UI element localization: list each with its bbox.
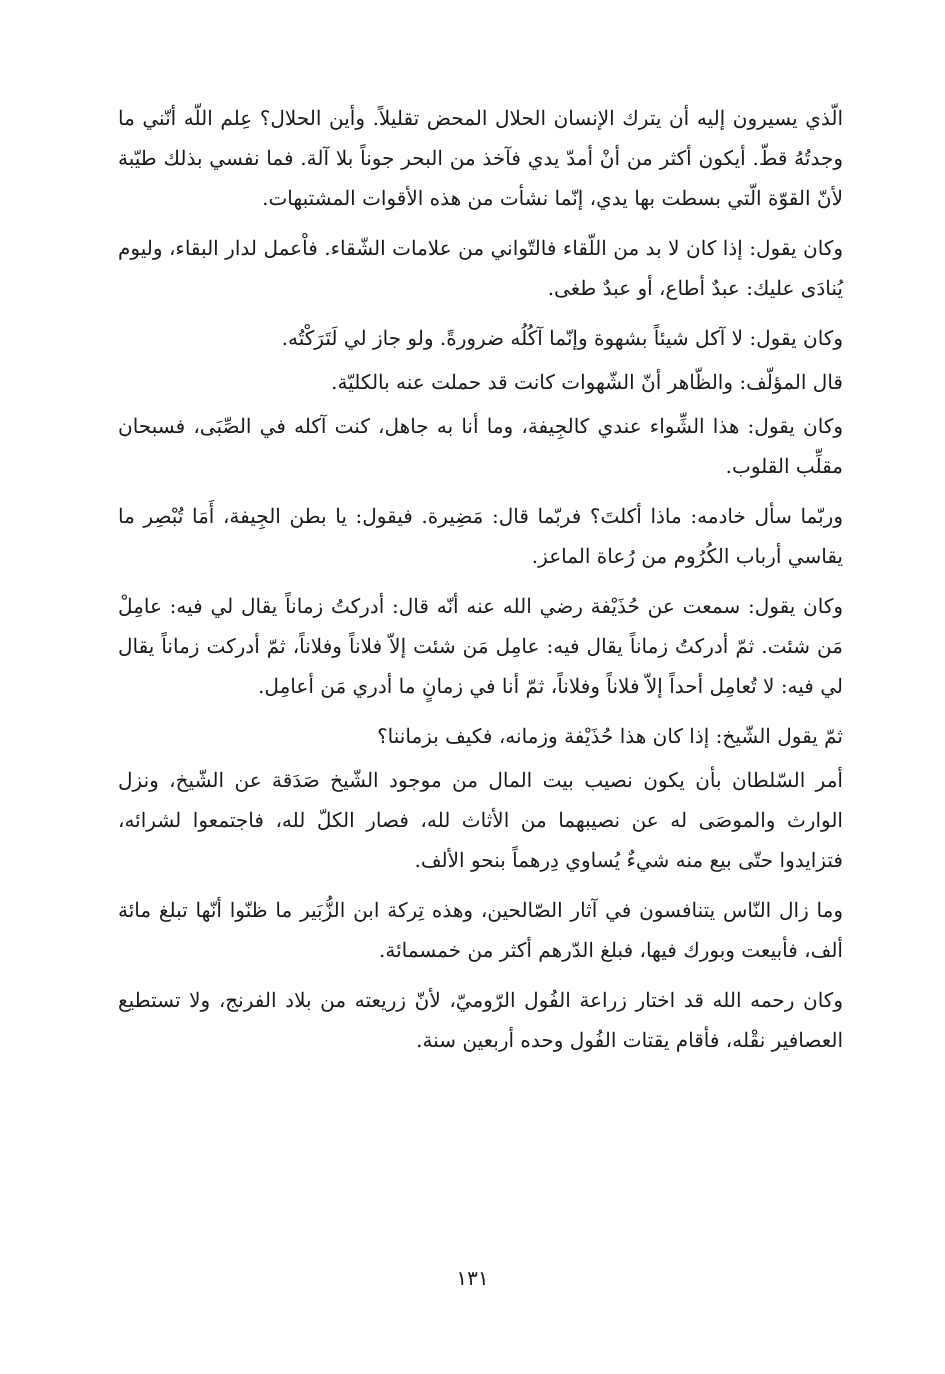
paragraph-8: ثمّ يقول الشّيخ: إذا كان هذا حُذَيْفة وزمانه، فكيف بزماننا؟ [377,724,843,748]
paragraph-2: وكان يقول: إذا كان لا بد من اللّقاء فالتّواني من علامات الشّقاء. فاْعمل لدار البقاء، وليوم يُنادَى عليك: عبدٌ أطاع، أو عبدٌ طغى. [118,236,843,300]
paragraph-5: وكان يقول: هذا الشِّواء عندي كالجِيفة، وما أنا به جاهل، كنت آكله في الصِّبَى، فسبحان مقلِّب القلوب. [118,414,843,478]
body-text [118,98,843,1070]
paragraph-1: الّذي يسيرون إليه أن يترك الإنسان الحلال المحض تقليلاً. وأين الحلال؟ عِلم اللّه أنّني ما وجدتُهُ قطّ. أيكون أكثر من أنْ أمدّ يدي فآخذ من البحر جوناً بلا آلة. فما نفسي بذلك طيّبة لأنّ القوّة الّتي بسطت بها يدي، إنّما نشأت من هذه الأقوات المشتبهات. [118,106,843,210]
paragraph-11: وكان رحمه الله قد اختار زراعة الفُول الرّوميّ، لأنّ زريعته من بلاد الفرنج، ولا تستطيع العصافير نقْله، فأقام يقتات الفُول وحده أربعين سنة. [118,988,843,1052]
paragraph-7: وكان يقول: سمعت عن حُذَيْفة رضي الله عنه أنّه قال: أدركتُ زماناً يقال لي فيه: عامِلْ مَن شئت. ثمّ أدركتُ زماناً يقال فيه: عامِل مَن شئت إلاّ فلاناً وفلاناً، ثمّ أدركت زماناً يقال لي فيه: لا تُعامِل أحداً إلاّ فلاناً وفلاناً، ثمّ أنا في زمانٍ ما أدري مَن أعامِل. [118,594,843,698]
paragraph-6: وربّما سأل خادمه: ماذا أكلتَ؟ فربّما قال: مَضِيرة. فيقول: يا بطن الجِيفة، أَمَا تُبْصِر ما يقاسي أرباب الكُرُوم من رُعاة الماعز. [118,504,843,568]
paragraph-9: أمر السّلطان بأن يكون نصيب بيت المال من موجود الشّيخ صَدَقة عن الشّيخ، ونزل الوارث والموصَى له عن نصيبهما من الأثاث لله، فصار الكلّ لله، فاجتمعوا لشرائه، فتزايدوا حتّى بيع منه شيءٌ يُساوي دِرهماً بنحو الألف. [118,768,843,872]
page-number: ١٣١ [456,1266,489,1290]
paragraph-3: وكان يقول: لا آكل شيئاً بشهوة وإنّما آكُلُه ضرورةً. ولو جاز لي لَتَرَكْتُه. [281,326,843,350]
paragraph-4: قال المؤلّف: والظّاهر أنّ الشّهوات كانت قد حملت عنه بالكليّة. [331,370,843,394]
paragraph-10: وما زال النّاس يتنافسون في آثار الصّالحين، وهذه تِركة ابن الزُّبَير ما ظنّوا أنّها تبلغ مائة ألف، فأبيعت وبورك فيها، فبلغ الدّرهم أكثر من خمسمائة. [118,898,843,962]
